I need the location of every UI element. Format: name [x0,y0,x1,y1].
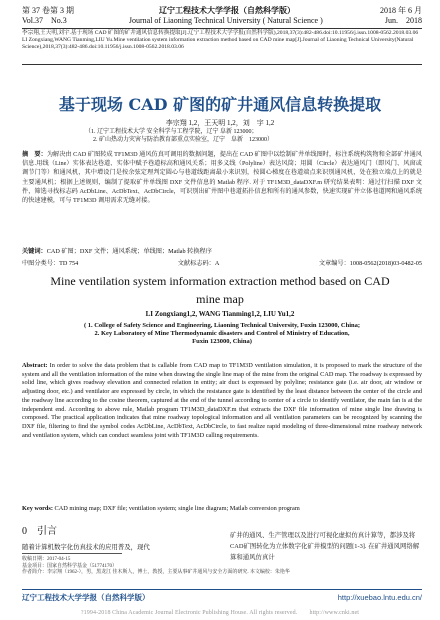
keywords-en [22,505,422,513]
footer-rule [22,589,422,590]
date-en: Jun. 2018 [384,16,422,25]
intro-text-left: 随着计算机数字化仿真技术的应用普及，现代 [22,544,150,551]
footnote-fund: 基金项目：国家自然科学基金（51774170） [22,563,118,569]
abstract-cn-text: 为解决由 CAD 矿图转成 TF1M3D 通风仿真可调用的数据问题，提出在 CAD 矿图中以绘制矿井单线图时，标注系统构筑物和全部矿井通风信息.用线（Line）实体表达巷道、实体中赋予巷道标高和通风关系；用多义线（Polyline）表达风筒；用圆（Circle）表达通风门（即风门、风窗或调节门等）和通风机，其中增设门是按余弦定理判定圆心与巷道线距离最小来识别，按圆心梯度在巷道端点来识别通风机，处在独立端点上的就是主要通风机；根据上述规则，编制了提取矿井单线图 DXF 文件信息的 Matlab 程序. 对于 TF1M3D_dataDXF.m 研究结果表明：通过行扫描 DXF 文件，筛选寻找标志码 AcDbLine、AcDbText、AcDbCircle，可识别出矿井图中巷道拓扑信息和所有的通风参数，快速实现矿井立体巷道网和通风系统的快速建模，可与 TF1M3D 调用需求无缝对接。 [22,151,422,205]
authors-cn: 李宗翔 1,2，王天明 1,2，刘 宇 1,2 [165,119,275,127]
clc-number: 中图分类号：TD 754 [22,260,79,267]
footnote-received: 收稿日期：2017-04-15 [22,557,71,562]
keywords-en-text: CAD mining map; DXF file; ventilation system; single line diagram; Matlab conversion program [54,505,300,512]
citation-en: LI Zongxiang,WANG Tianming,LIU Yu.Mine ventilation system information extraction method based on CAD mine map[J].Journal of Liaoning Technical University(Natural Science),2018,37(3):482-486.doi:10.11956/j.issn.1008-0562.2018.03.06 [22,37,414,50]
copyright-line: ?1994-2018 China Academic Journal Electronic Publishing House. All rights reserved. http://www.cnki.net [80,610,360,616]
abstract-cn-label: 摘 要： [22,151,47,158]
article-number: 文章编号：1008-0562(2018)03-0482-05 [318,260,422,267]
abstract-en-label: Abstract: [22,362,48,369]
journal-name-cn: 辽宁工程技术大学学报（自然科学版） [159,6,295,15]
footer-url[interactable]: http://xuebao.lntu.edu.cn/ [337,593,422,602]
date-cn: 2018 年 6 月 [380,6,422,15]
title-en: Mine ventilation system information extraction method based on CAD mine map [50,274,390,306]
header-rule [22,28,422,29]
affiliation-en [22,322,422,347]
section-heading-intro: 0 引言 [22,526,57,537]
footnote-author: 作者简介：李宗翔（1962-），男，黑龙江 佳木斯人，博士，教授，主要从事矿井通风与安全方面的研究. 本文编校：朱艳华 [22,570,290,575]
footnotes [22,557,422,577]
authors-en: LI Zongxiang1,2, WANG Tianming1,2, LIU Yu1,2 [145,310,295,318]
citation-block [22,30,422,51]
affiliation-cn [85,128,385,144]
footnote-rule [22,553,122,554]
classification-row [22,258,422,267]
abstract-en-text: In order to solve the data problem that is callable from CAD map to TF1M3D ventilation simulation, it is proposed to mark the structure of the system and all the ventilation information of the mine when drawing the single line map of the mine from the original CAD map. The roadway is expressed by solid line, which gives roadway elevation and connected relation in entity; air duct is expressed by polyline; resistance gate (i.e. air door, air window or adjusting door, etc.) and ventilator are expressed by circle, in which the resistance gate is identified by the least distance between the center of the circle and the roadway line according to the cosine theorem, captured at the end of the tunnel according to center of a circle to identify ventilator, the main fan is at the independent end. According to above rule, Matlab program TF1M3D_dataDXF.m that extracts the DXF file information of mine single line drawing is composed. The practical application indicates that mine roadway topological information and all ventilation parameters can be recognized by scanning the DXF file, filtering to find the symbol codes AcDbLine, AcDbText, AcDbCircle, to fast realize rapid modeling of three-dimensional mine roadway network and ventilation system, which can conduct seamless joint with TF1M3D calling requirements. [22,362,422,439]
title-cn: 基于现场 CAD 矿图的矿井通风信息转换提取 [58,95,382,114]
affiliation-en-1: ( 1. College of Safety Science and Engineering, Liaoning Technical University, Fuxin 123000, China; [83,322,361,329]
keywords-en-label: Key words: [22,505,53,512]
issue-en: Vol.37 No.3 [22,16,67,25]
journal-header [22,6,422,26]
affiliation-en-2: 2. Key Laboratory of Mine Thermodynamic disasters and Control of Ministry of Education, [94,330,350,338]
keywords-cn [22,248,422,256]
affiliation-cn-2: 2. 矿山热动力灾害与防治教育部重点实验室，辽宁 阜新 123000） [93,137,274,143]
abstract-cn [22,150,422,205]
abstract-en [22,362,422,440]
affiliation-en-3: Fuxin 123000, China) [192,338,252,346]
keywords-cn-label: 关键词： [22,248,47,255]
page-footer [22,592,422,603]
citation-rule [22,64,422,65]
footer-journal: 辽宁工程技术大学学报（自然科学版） [22,593,150,602]
affiliation-cn-1: （1. 辽宁工程技术大学 安全科学与工程学院，辽宁 阜新 123000； [85,129,258,135]
document-code: 文献标志码：A [177,260,220,267]
keywords-cn-text: CAD 矿图；DXF 文件；通风系统；单线图；Matlab 转换程序 [46,248,212,255]
citation-cn: 李宗翔,王天明,刘宇.基于现场 CAD 矿图的矿井通风信息转换提取[J].辽宁工程技术大学学报(自然科学版),2018,37(3):482-486.doi:10.11956/j.issn.1008-0562.2018.03.06 [22,30,419,36]
intro-text-right: 矿井的通风、生产管理以及进行可视化虚拟仿真计算等，都涉及将CAD矿图转化为立体数字化矿井模型的问题[1-3]. 在矿井通风网络解算和通风仿真计 [230,532,420,561]
journal-name-en: Journal of Liaoning Technical University ( Natural Science ) [128,16,323,25]
issue-cn: 第 37 卷第 3 期 [22,6,74,15]
